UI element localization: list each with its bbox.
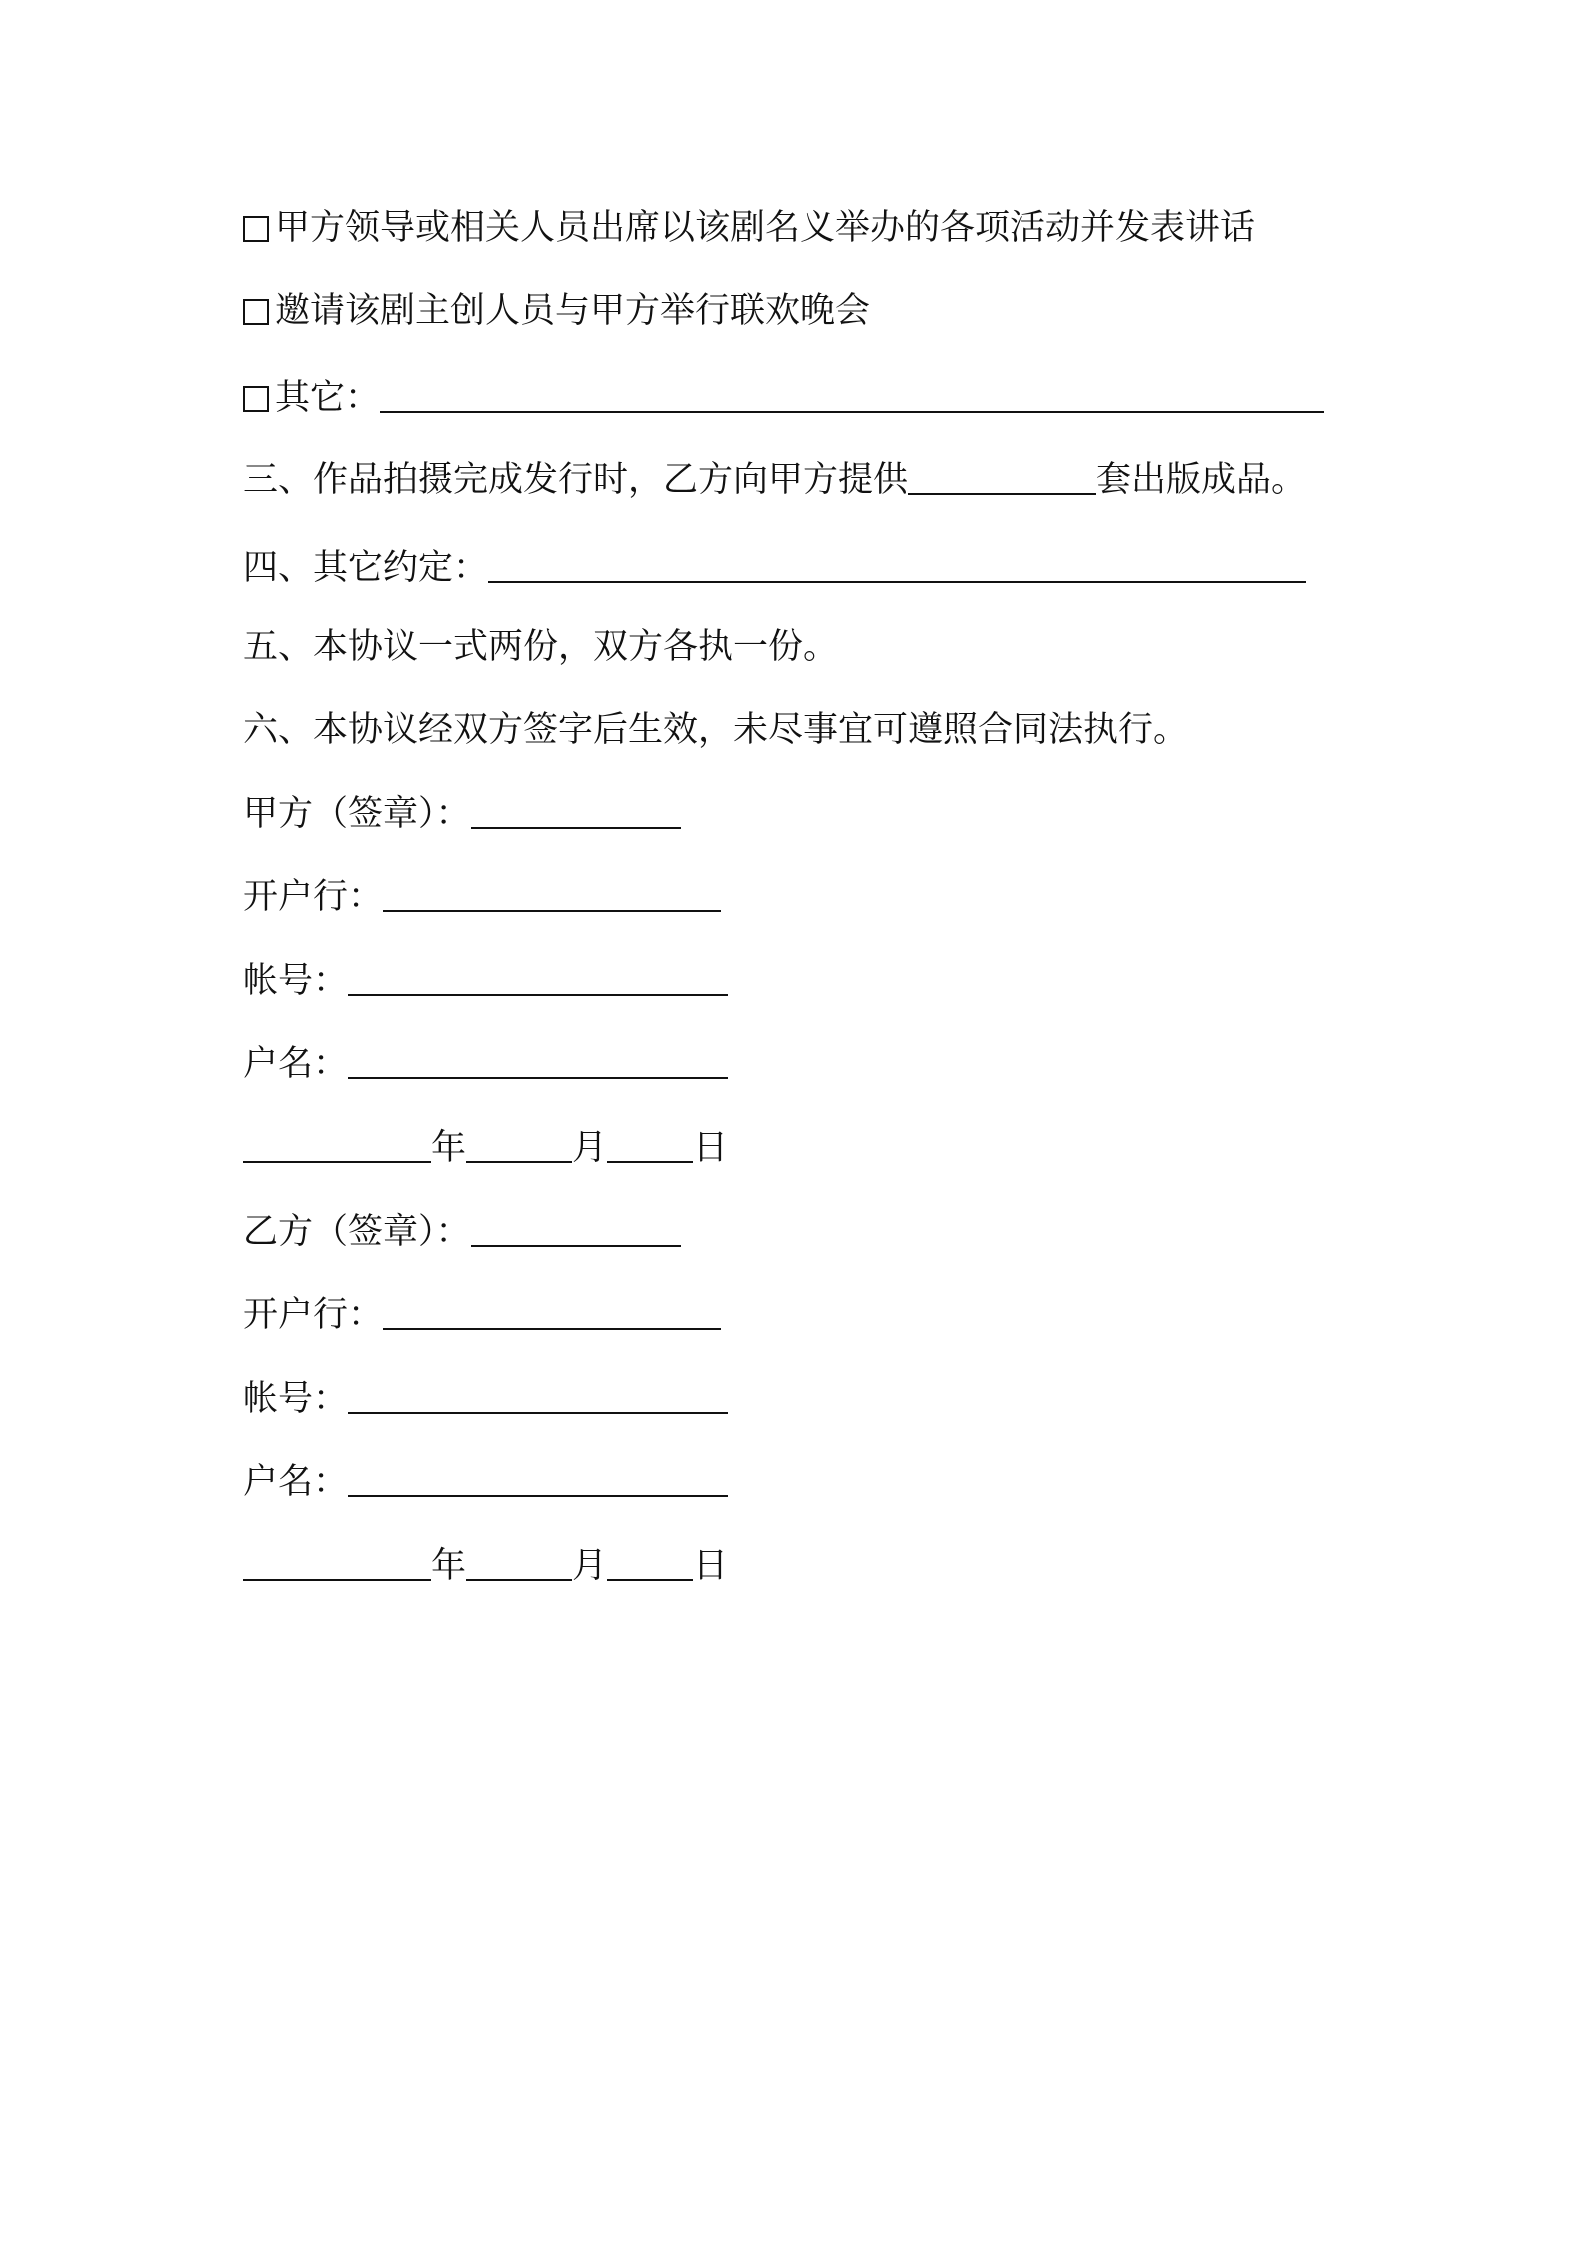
party-b-date [243, 1541, 728, 1591]
day-label: 日 [693, 1546, 729, 1586]
party-a-account-blank[interactable] [348, 960, 728, 996]
clause-six [243, 705, 1188, 755]
clause-six-text: 六、本协议经双方签字后生效，未尽事宜可遵照合同法执行。 [243, 710, 1189, 750]
party-b-name [243, 1457, 728, 1507]
option-gala [243, 286, 870, 336]
party-b-bank-label: 开户行： [243, 1295, 384, 1335]
option-leader-speech-text: 甲方领导或相关人员出席以该剧名义举办的各项活动并发表讲话 [275, 208, 1256, 248]
party-b-name-label: 户名： [243, 1462, 349, 1502]
party-a-bank-label: 开户行： [243, 877, 384, 917]
clause-five-text: 五、本协议一式两份，双方各执一份。 [243, 627, 839, 667]
party-a-year-blank[interactable] [243, 1127, 431, 1163]
party-b-name-blank[interactable] [348, 1461, 728, 1497]
day-label: 日 [693, 1128, 729, 1168]
checkbox-icon[interactable] [243, 386, 269, 412]
copies-blank[interactable] [908, 459, 1096, 495]
party-b-account-blank[interactable] [348, 1378, 728, 1414]
clause-three [243, 455, 1306, 505]
option-other [243, 373, 1324, 423]
party-b-sign [243, 1207, 681, 1257]
month-label: 月 [572, 1546, 608, 1586]
party-b-sign-blank[interactable] [471, 1211, 681, 1247]
checkbox-icon[interactable] [243, 216, 269, 242]
party-a-name [243, 1039, 728, 1089]
party-a-day-blank[interactable] [607, 1127, 693, 1163]
checkbox-icon[interactable] [243, 299, 269, 325]
option-leader-speech [243, 203, 1255, 253]
party-a-account [243, 956, 728, 1006]
other-agreement-blank[interactable] [488, 547, 1306, 583]
party-a-account-label: 帐号： [243, 961, 349, 1001]
party-a-sign-label: 甲方（签章）： [243, 794, 471, 834]
party-b-bank [243, 1290, 721, 1340]
clause-four-label: 四、其它约定： [243, 548, 489, 588]
month-label: 月 [572, 1128, 608, 1168]
clause-four [243, 543, 1306, 593]
party-a-date [243, 1123, 728, 1173]
party-a-bank [243, 872, 721, 922]
party-b-account [243, 1374, 728, 1424]
other-blank[interactable] [380, 377, 1324, 413]
party-b-month-blank[interactable] [466, 1545, 572, 1581]
party-a-name-blank[interactable] [348, 1043, 728, 1079]
party-a-sign [243, 789, 681, 839]
party-b-bank-blank[interactable] [383, 1294, 721, 1330]
option-gala-text: 邀请该剧主创人员与甲方举行联欢晚会 [275, 291, 871, 331]
party-a-sign-blank[interactable] [471, 793, 681, 829]
year-label: 年 [431, 1128, 467, 1168]
clause-five [243, 622, 838, 672]
party-b-sign-label: 乙方（签章）： [243, 1212, 471, 1252]
party-a-name-label: 户名： [243, 1044, 349, 1084]
party-b-year-blank[interactable] [243, 1545, 431, 1581]
year-label: 年 [431, 1546, 467, 1586]
party-a-month-blank[interactable] [466, 1127, 572, 1163]
party-b-day-blank[interactable] [607, 1545, 693, 1581]
party-a-bank-blank[interactable] [383, 876, 721, 912]
party-b-account-label: 帐号： [243, 1379, 349, 1419]
option-other-label: 其它： [275, 378, 381, 418]
clause-three-prefix: 三、作品拍摄完成发行时，乙方向甲方提供 [243, 460, 909, 500]
clause-three-suffix: 套出版成品。 [1096, 460, 1307, 500]
